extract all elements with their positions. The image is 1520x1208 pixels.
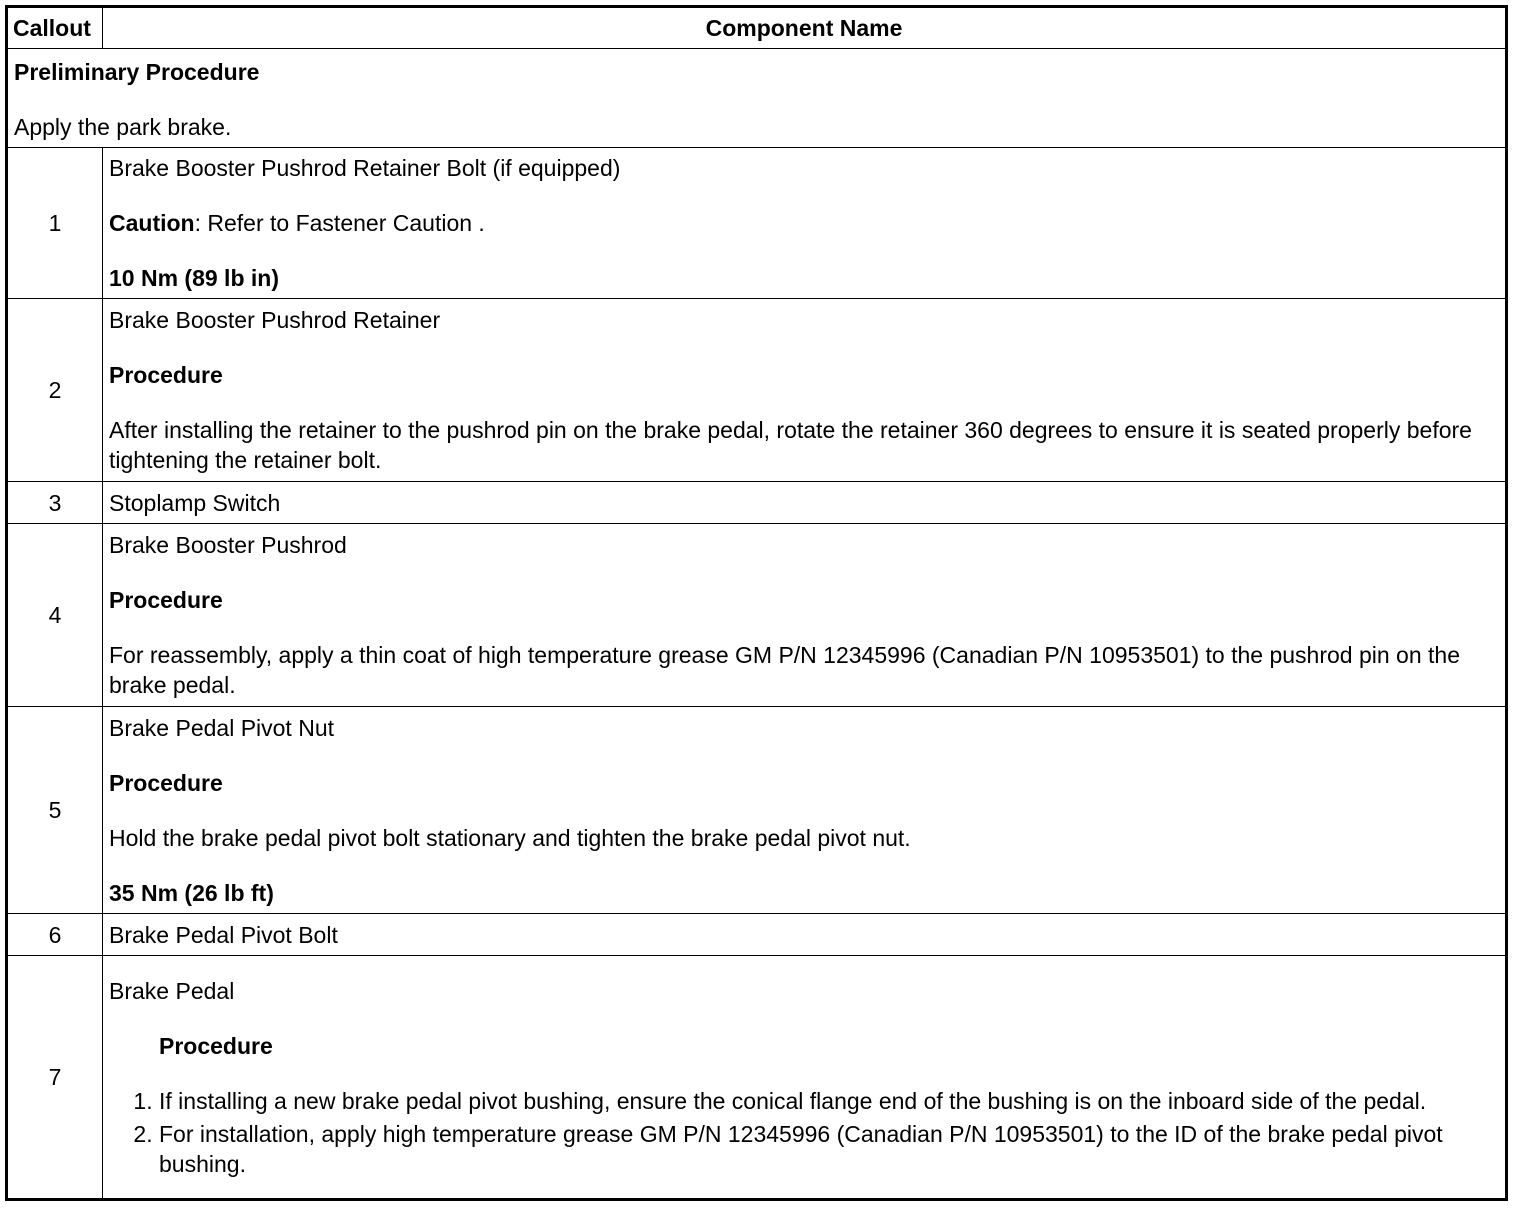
caution-note (109, 208, 1499, 238)
torque-spec: 35 Nm (26 lb ft) (109, 879, 274, 906)
caution-text: : Refer to Fastener Caution . (194, 210, 485, 236)
caution-label: Caution (109, 210, 195, 236)
component-name: Brake Pedal (109, 977, 235, 1004)
procedure-step: 1. If installing a new brake pedal pivot bushing, ensure the conical flange end of the bushing is on the inboard side of the pedal. (159, 1086, 1499, 1116)
table-row (7, 956, 1507, 1200)
table-row (7, 914, 1507, 956)
procedure-text: Hold the brake pedal pivot bolt stationary and tighten the brake pedal pivot nut. (109, 824, 911, 851)
component-name: Brake Booster Pushrod (109, 532, 347, 558)
callout-number: 1 (7, 148, 103, 299)
header-row (7, 7, 1507, 49)
procedure-steps (109, 1086, 1499, 1179)
procedure-label: Procedure (109, 587, 223, 613)
callout-number: 2 (7, 299, 103, 482)
component-name-header: Component Name (103, 7, 1507, 49)
callout-number: 5 (7, 707, 103, 914)
procedure-step: 2. For installation, apply high temperature grease GM P/N 12345996 (Canadian P/N 10953501) to the ID of the brake pedal pivot bushing. (159, 1119, 1499, 1179)
preliminary-row (7, 49, 1507, 148)
table-row (7, 524, 1507, 707)
table-row (7, 299, 1507, 482)
callout-number: 7 (7, 956, 103, 1200)
component-table (5, 5, 1508, 1201)
table-row (7, 148, 1507, 299)
callout-number: 6 (7, 914, 103, 956)
torque-spec: 10 Nm (89 lb in) (109, 265, 279, 291)
preliminary-title: Preliminary Procedure (14, 58, 260, 85)
component-name: Brake Pedal Pivot Nut (109, 714, 335, 741)
component-name: Stoplamp Switch (103, 482, 1507, 524)
callout-number: 4 (7, 524, 103, 707)
callout-number: 3 (7, 482, 103, 524)
table-row (7, 707, 1507, 914)
procedure-label: Procedure (109, 769, 223, 796)
component-name: Brake Pedal Pivot Bolt (103, 914, 1507, 956)
component-name: Brake Booster Pushrod Retainer (109, 307, 441, 333)
callout-header: Callout (7, 7, 103, 49)
procedure-label: Procedure (109, 362, 223, 388)
procedure-text: After installing the retainer to the pushrod pin on the brake pedal, rotate the retainer 360 degrees to ensure it is seated properly before tightening the retainer bolt. (109, 417, 1472, 473)
component-name: Brake Booster Pushrod Retainer Bolt (if equipped) (109, 155, 621, 181)
procedure-text: For reassembly, apply a thin coat of high temperature grease GM P/N 12345996 (Canadian P/N 10953501) to the pushrod pin on the brake pedal. (109, 642, 1461, 698)
procedure-label: Procedure (159, 1032, 273, 1059)
table-row (7, 482, 1507, 524)
preliminary-text: Apply the park brake. (14, 113, 232, 140)
